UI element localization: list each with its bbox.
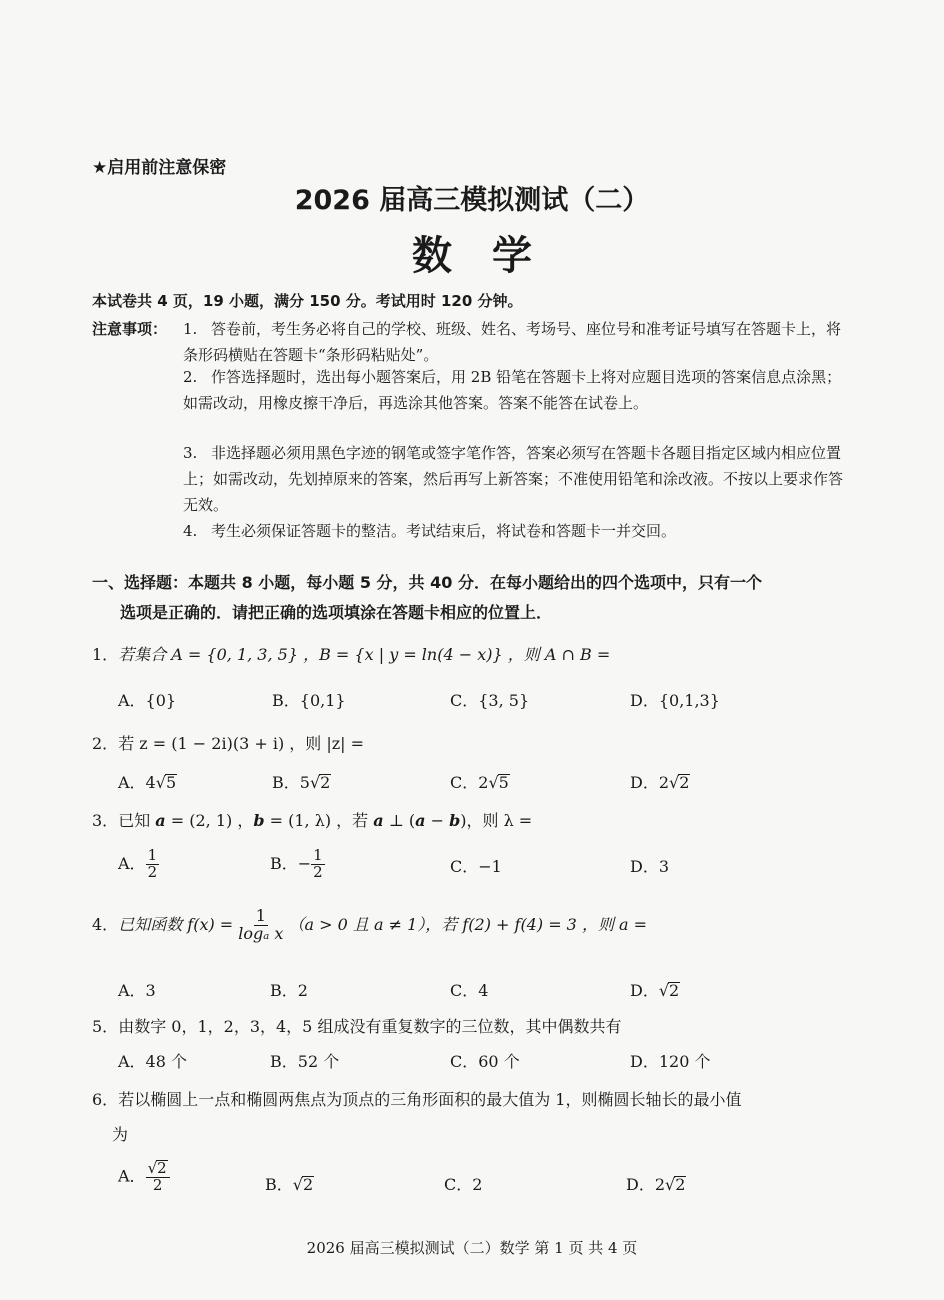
option-b: B．{0,1} bbox=[272, 691, 346, 710]
stem-part: （a > 0 且 a ≠ 1），若 f(2) + f(4) = 3 ，则 a = bbox=[288, 914, 648, 934]
question-stem: 若集合 A = {0, 1, 3, 5} ，B = {x | y = ln(4 − x)} ，则 A ∩ B = bbox=[118, 645, 611, 664]
option-c: C．60 个 bbox=[450, 1052, 520, 1071]
option-a: A．{0} bbox=[118, 691, 177, 710]
option-label: D．2 bbox=[630, 773, 670, 792]
option-d: D．120 个 bbox=[630, 1052, 711, 1071]
question-2 bbox=[92, 731, 364, 754]
note-number: 1. bbox=[183, 320, 198, 338]
option-c: C．4 bbox=[450, 981, 489, 1000]
question-number: 3． bbox=[92, 811, 119, 830]
option-c: C．2 bbox=[444, 1175, 483, 1194]
note-item bbox=[183, 364, 848, 416]
option-a bbox=[118, 848, 159, 881]
denominator: logₐ x bbox=[238, 923, 284, 943]
option-c: C．2√5 bbox=[450, 773, 509, 792]
radicand: 2 bbox=[320, 773, 331, 792]
subject-title: 数学 bbox=[412, 233, 572, 279]
radicand: 5 bbox=[165, 773, 177, 792]
option-d: D．√2 bbox=[630, 981, 680, 1000]
option-b: B．2 bbox=[270, 981, 308, 1000]
note-item bbox=[183, 518, 848, 544]
option-a: A．3 bbox=[118, 981, 156, 1000]
numerator: 1 bbox=[255, 906, 266, 925]
option-label: A． bbox=[118, 1166, 146, 1186]
denominator: 2 bbox=[147, 862, 158, 881]
note-number: 4. bbox=[183, 522, 198, 540]
section-line-2: 选项是正确的．请把正确的选项填涂在答题卡相应的位置上． bbox=[120, 603, 553, 622]
radicand: 2 bbox=[675, 1175, 686, 1194]
numerator: √2 bbox=[146, 1160, 170, 1178]
question-number: 2． bbox=[92, 734, 119, 753]
option-label: A． bbox=[118, 853, 146, 873]
note-text: 答卷前，考生务必将自己的学校、班级、姓名、考场号、座位号和准考证号填写在答题卡上，将条形码横贴在答题卡“条形码粘贴处”。 bbox=[183, 320, 842, 364]
question-number: 4． bbox=[92, 914, 119, 934]
exam-info: 本试卷共 4 页，19 小题，满分 150 分。考试用时 120 分钟。 bbox=[92, 292, 523, 310]
option-label: D．2 bbox=[626, 1175, 666, 1194]
question-number: 1． bbox=[92, 645, 119, 664]
exam-title: 2026 届高三模拟测试（二） bbox=[294, 185, 650, 216]
option-a: A．4√5 bbox=[118, 773, 177, 792]
question-stem: 若 z = (1 − 2i)(3 + i) ，则 |z| = bbox=[118, 734, 365, 753]
option-b: B．5√2 bbox=[272, 773, 331, 792]
fraction bbox=[146, 1160, 170, 1194]
section-heading bbox=[92, 568, 842, 628]
option-d: D．{0,1,3} bbox=[630, 691, 720, 710]
question-number: 5． bbox=[92, 1017, 119, 1036]
question-3 bbox=[92, 808, 532, 831]
numerator: 1 bbox=[313, 846, 323, 864]
denominator: 2 bbox=[313, 862, 323, 881]
question-1 bbox=[92, 642, 610, 665]
vector-b: b bbox=[253, 811, 265, 830]
fraction bbox=[238, 908, 283, 943]
option-c: C．{3, 5} bbox=[450, 691, 530, 710]
radicand: 2 bbox=[157, 1159, 167, 1177]
option-b: B．√2 bbox=[265, 1175, 314, 1194]
vector-b: b bbox=[449, 811, 461, 830]
note-text: 作答选择题时，选出每小题答案后，用 2B 铅笔在答题卡上将对应题目选项的答案信息点涂黑；如需改动，用橡皮擦干净后，再选涂其他答案。答案不能答在试卷上。 bbox=[183, 368, 842, 412]
confidential-mark: ★启用前注意保密 bbox=[92, 158, 227, 178]
fraction bbox=[146, 848, 160, 881]
stem-part: = (1, λ) ，若 bbox=[264, 811, 374, 830]
option-label: B． bbox=[265, 1175, 293, 1194]
option-b: B．52 个 bbox=[270, 1052, 340, 1071]
question-5 bbox=[92, 1014, 621, 1037]
stem-part: 已知函数 f(x) = bbox=[118, 914, 234, 934]
question-stem: 若以椭圆上一点和椭圆两焦点为顶点的三角形面积的最大值为 1，则椭圆长轴长的最小值 bbox=[118, 1090, 742, 1109]
question-stem: 由数字 0，1，2，3，4，5 组成没有重复数字的三位数，其中偶数共有 bbox=[118, 1017, 622, 1036]
question-6 bbox=[92, 1087, 741, 1110]
page-footer: 2026 届高三模拟测试（二）数学 第 1 页 共 4 页 bbox=[306, 1239, 638, 1257]
vector-a: a bbox=[373, 811, 384, 830]
option-b bbox=[270, 848, 325, 881]
vector-a: a bbox=[415, 811, 426, 830]
option-a: A．48 个 bbox=[118, 1052, 188, 1071]
note-number: 2. bbox=[183, 368, 198, 386]
option-label: A．4 bbox=[118, 773, 156, 792]
option-d: D．2√2 bbox=[630, 773, 690, 792]
option-a bbox=[118, 1160, 170, 1194]
numerator: 1 bbox=[147, 846, 158, 864]
radicand: 2 bbox=[679, 773, 690, 792]
fraction bbox=[311, 848, 325, 881]
section-line-1: 一、选择题：本题共 8 小题，每小题 5 分，共 40 分．在每小题给出的四个选项中，只有一个 bbox=[92, 573, 762, 592]
option-label: C．2 bbox=[450, 773, 489, 792]
stem-part: ⊥ ( bbox=[383, 811, 416, 830]
note-item bbox=[183, 440, 848, 518]
question-number: 6． bbox=[92, 1090, 119, 1109]
option-label: B．5 bbox=[272, 773, 310, 792]
stem-part: − bbox=[425, 811, 450, 830]
option-d: D．2√2 bbox=[626, 1175, 686, 1194]
option-d: D．3 bbox=[630, 857, 670, 876]
option-c: C．−1 bbox=[450, 857, 502, 876]
stem-part: )，则 λ = bbox=[460, 811, 533, 830]
note-text: 考生必须保证答题卡的整洁。考试结束后，将试卷和答题卡一并交回。 bbox=[211, 522, 677, 540]
note-item bbox=[183, 316, 848, 368]
note-number: 3. bbox=[183, 444, 198, 462]
radicand: 5 bbox=[498, 773, 509, 792]
note-text: 非选择题必须用黑色字迹的钢笔或签字笔作答，答案必须写在答题卡各题目指定区域内相应位置上；如需改动，先划掉原来的答案，然后再写上新答案；不准使用铅笔和涂改液。不按以上要求作答无效。 bbox=[183, 444, 844, 514]
notes-label: 注意事项： bbox=[92, 320, 168, 338]
denominator: 2 bbox=[152, 1175, 163, 1194]
radicand: 2 bbox=[302, 1175, 314, 1194]
question-4 bbox=[92, 908, 647, 943]
option-label: B．− bbox=[270, 853, 312, 873]
radicand: 2 bbox=[669, 981, 680, 1000]
option-label: D． bbox=[630, 981, 659, 1000]
stem-part: 已知 bbox=[118, 811, 156, 830]
vector-a: a bbox=[155, 811, 166, 830]
stem-part: = (2, 1) ， bbox=[165, 811, 254, 830]
question-stem-continued: 为 bbox=[112, 1125, 129, 1144]
